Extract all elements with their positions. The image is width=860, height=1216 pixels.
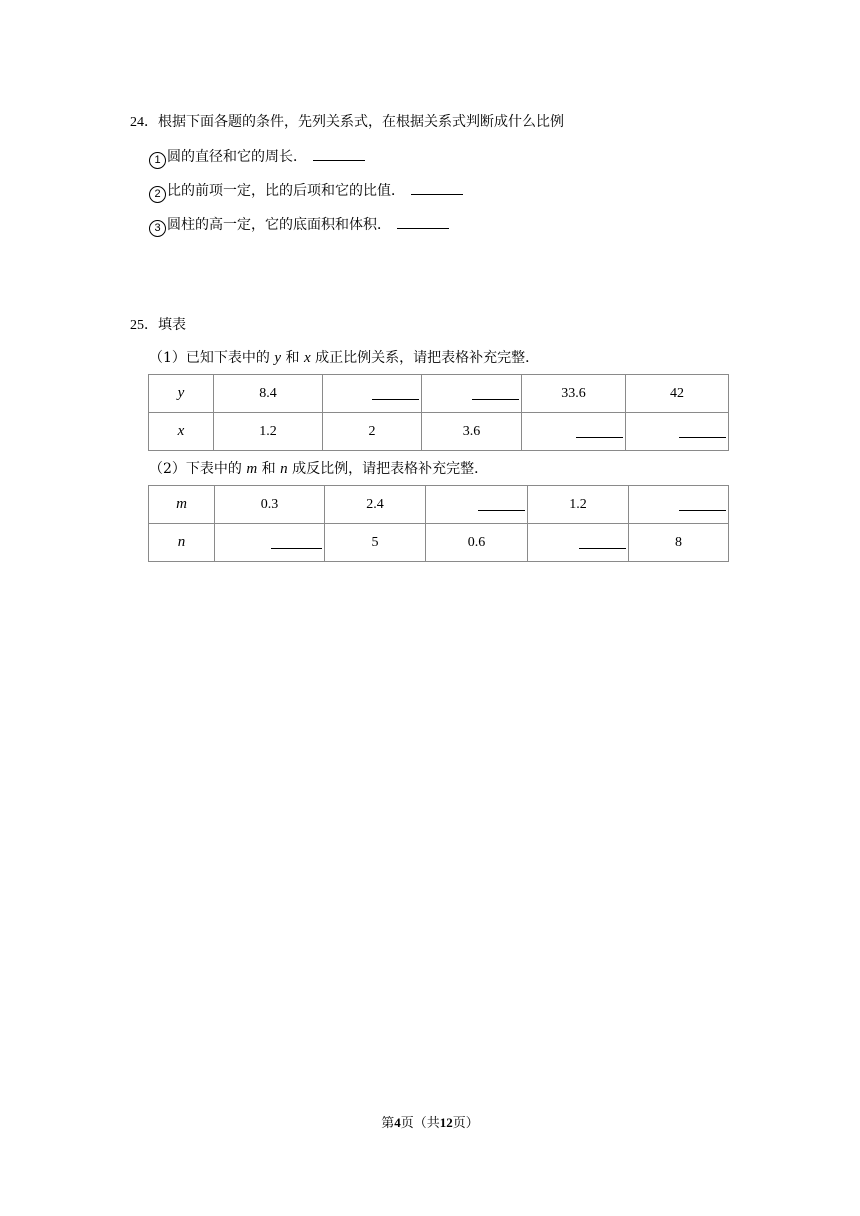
table-cell: 8	[629, 524, 729, 562]
answer-blank-cell[interactable]	[522, 413, 626, 451]
table-cell: 0.3	[215, 486, 325, 524]
table-cell: 8.4	[214, 375, 323, 413]
row-label-m: m	[149, 486, 215, 524]
circled-number-1: 1	[149, 152, 166, 169]
answer-blank[interactable]	[411, 180, 463, 195]
answer-blank-cell[interactable]	[422, 375, 522, 413]
q25-part2-instruction: （2）下表中的 m 和 n 成反比例，请把表格补充完整．	[149, 461, 489, 477]
current-page-number: 4	[394, 1115, 401, 1130]
inverse-proportion-table	[148, 485, 729, 562]
q24-heading	[130, 112, 564, 133]
table-cell: 1.2	[528, 486, 629, 524]
table-row	[149, 486, 729, 524]
answer-blank-cell[interactable]	[215, 524, 325, 562]
q24-item-3	[149, 214, 449, 237]
q24-item-2	[149, 180, 463, 203]
answer-blank-cell[interactable]	[629, 486, 729, 524]
q25-part1-instruction: （1）已知下表中的 y 和 x 成正比例关系，请把表格补充完整．	[149, 350, 540, 366]
total-page-count: 12	[439, 1115, 453, 1130]
q24-item-3-text: 圆柱的高一定，它的底面积和体积．	[167, 217, 391, 233]
table-cell: 2	[323, 413, 422, 451]
q25-number: 25．	[130, 318, 158, 333]
table-cell: 2.4	[325, 486, 426, 524]
answer-blank-cell[interactable]	[323, 375, 422, 413]
page-footer: 第4页（共12页）	[381, 1115, 479, 1131]
proportion-table	[148, 374, 729, 451]
answer-blank[interactable]	[313, 146, 365, 161]
table-cell: 3.6	[422, 413, 522, 451]
q24-number: 24．	[130, 115, 158, 130]
table-cell: 1.2	[214, 413, 323, 451]
q24-item-1	[149, 146, 365, 169]
circled-number-3: 3	[149, 220, 166, 237]
answer-blank[interactable]	[397, 214, 449, 229]
table-row	[149, 413, 729, 451]
table-cell: 0.6	[426, 524, 528, 562]
answer-blank-cell[interactable]	[426, 486, 528, 524]
table-cell: 33.6	[522, 375, 626, 413]
q24-prompt: 根据下面各题的条件，先列关系式，在根据关系式判断成什么比例	[158, 114, 564, 130]
q25-prompt: 填表	[158, 317, 186, 333]
table-cell: 5	[325, 524, 426, 562]
q25-heading	[130, 315, 186, 336]
table-cell: 42	[626, 375, 729, 413]
table-row	[149, 524, 729, 562]
table-row	[149, 375, 729, 413]
q24-item-1-text: 圆的直径和它的周长．	[167, 149, 307, 165]
circled-number-2: 2	[149, 186, 166, 203]
row-label-x: x	[149, 413, 214, 451]
answer-blank-cell[interactable]	[626, 413, 729, 451]
row-label-y: y	[149, 375, 214, 413]
answer-blank-cell[interactable]	[528, 524, 629, 562]
q24-item-2-text: 比的前项一定，比的后项和它的比值．	[167, 183, 405, 199]
row-label-n: n	[149, 524, 215, 562]
